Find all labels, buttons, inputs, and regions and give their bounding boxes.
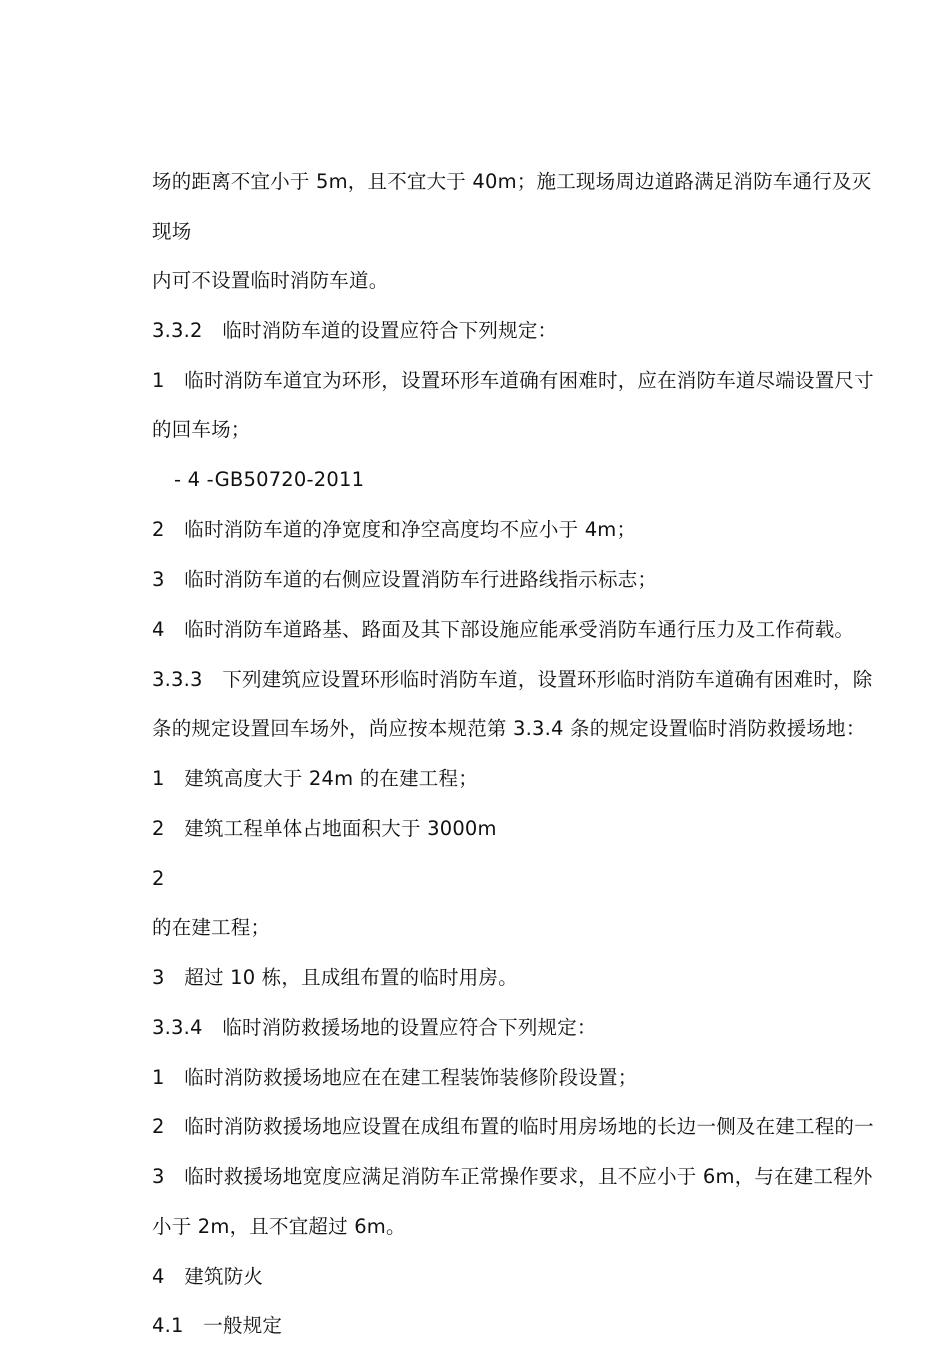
text-line-1: 场的距离不宜小于 5m，且不宜大于 40m；施工现场周边道路满足消防车通行及灭 bbox=[152, 170, 872, 193]
section-3-3-3-heading: 3.3.3 下列建筑应设置环形临时消防车道，设置环形临时消防车道确有困难时，除 bbox=[152, 668, 873, 691]
text-line-20: 2 临时消防救援场地应设置在成组布置的临时用房场地的长边一侧及在建工程的一 bbox=[152, 1115, 874, 1138]
text-line-21: 3 临时救援场地宽度应满足消防车正常操作要求，且不应小于 6m，与在建工程外 bbox=[152, 1165, 873, 1188]
text-line-5: 1 临时消防车道宜为环形，设置环形车道确有困难时，应在消防车道尽端设置尺寸 bbox=[152, 369, 874, 392]
text-line-6: 的回车场； bbox=[152, 418, 251, 441]
text-line-15: 2 bbox=[152, 867, 165, 890]
text-line-13: 1 建筑高度大于 24m 的在建工程； bbox=[152, 767, 478, 790]
section-3-3-2-heading: 3.3.2 临时消防车道的设置应符合下列规定： bbox=[152, 319, 558, 342]
text-line-12: 条的规定设置回车场外，尚应按本规范第 3.3.4 条的规定设置临时消防救援场地： bbox=[152, 717, 866, 740]
section-4-heading: 4 建筑防火 bbox=[152, 1265, 264, 1288]
text-line-9: 3 临时消防车道的右侧应设置消防车行进路线指示标志； bbox=[152, 568, 658, 591]
text-line-14: 2 建筑工程单体占地面积大于 3000m bbox=[152, 817, 497, 840]
text-line-22: 小于 2m，且不宜超过 6m。 bbox=[152, 1215, 406, 1238]
section-4-1-heading: 4.1 一般规定 bbox=[152, 1314, 283, 1337]
text-line-16: 的在建工程； bbox=[152, 916, 271, 939]
page-number-footer: - 4 -GB50720-2011 bbox=[174, 468, 365, 491]
section-3-3-4-heading: 3.3.4 临时消防救援场地的设置应符合下列规定： bbox=[152, 1016, 597, 1039]
text-line-10: 4 临时消防车道路基、路面及其下部设施应能承受消防车通行压力及工作荷载。 bbox=[152, 618, 855, 641]
text-line-19: 1 临时消防救援场地应在在建工程装饰装修阶段设置； bbox=[152, 1066, 638, 1089]
text-line-3: 内可不设置临时消防车道。 bbox=[152, 269, 389, 292]
text-line-17: 3 超过 10 栋，且成组布置的临时用房。 bbox=[152, 966, 518, 989]
text-line-2: 现场 bbox=[152, 220, 192, 243]
text-line-8: 2 临时消防车道的净宽度和净空高度均不应小于 4m； bbox=[152, 518, 637, 541]
